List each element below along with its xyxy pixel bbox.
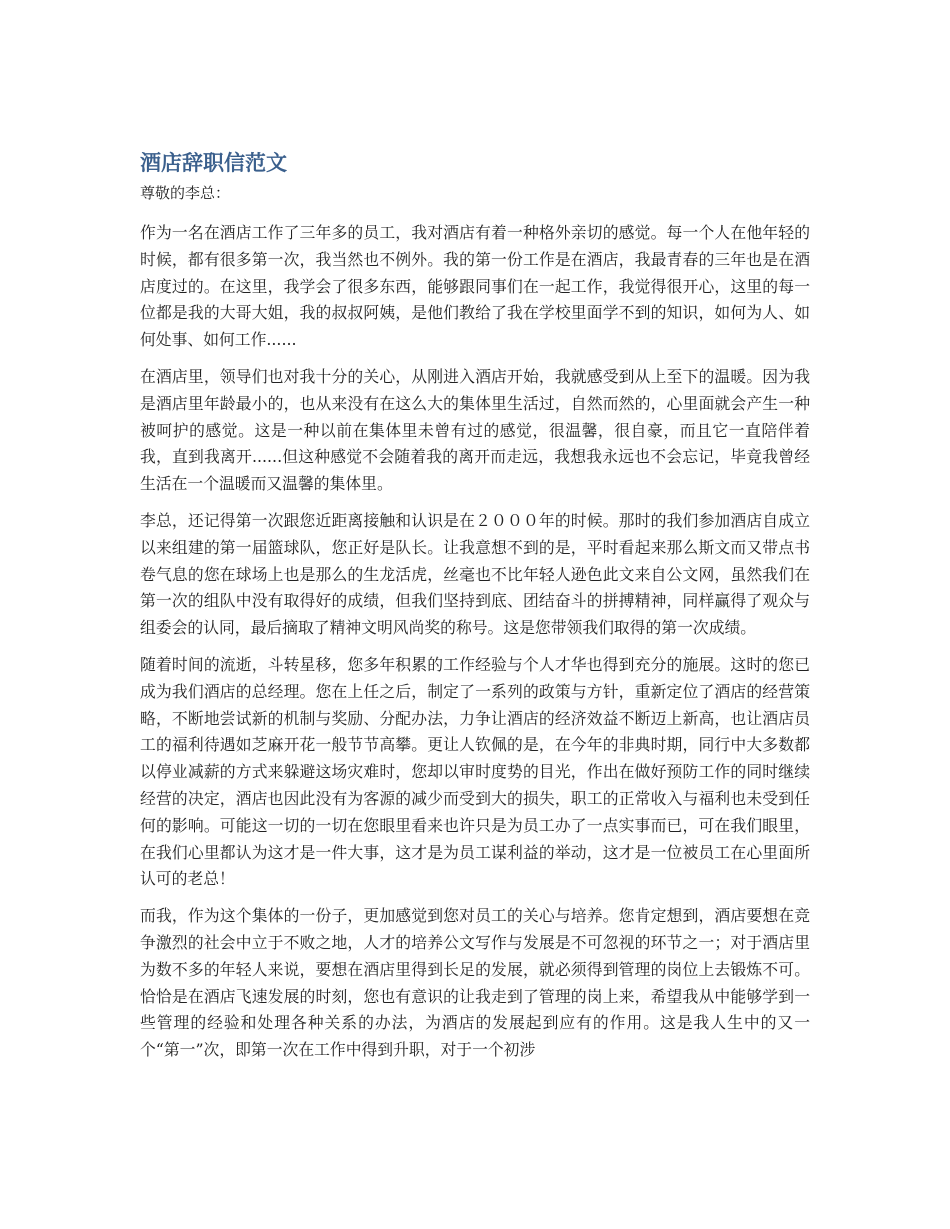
paragraph-1: 作为一名在酒店工作了三年多的员工，我对酒店有着一种格外亲切的感觉。每一个人在他年轻的时候，都有很多第一次，我当然也不例外。我的第一份工作是在酒店，我最青春的三年也是在酒店度过的。在这里，我学会了很多东西，能够跟同事们在一起工作，我觉得很开心，这里的每一位都是我的大哥大姐，我的叔叔阿姨，是他们教给了我在学校里面学不到的知识，如何为人、如何处事、如何工作...... [140,223,810,350]
paragraph-2: 在酒店里，领导们也对我十分的关心，从刚进入酒店开始，我就感受到从上至下的温暖。因为我是酒店里年龄最小的，也从来没有在这么大的集体里生活过，自然而然的，心里面就会产生一种被呵护的感觉。这是一种以前在集体里未曾有过的感觉，很温馨，很自豪，而且它一直陪伴着我，直到我离开......但这种感觉不会随着我的离开而走远，我想我永远也不会忘记，毕竟我曾经生活在一个温暖而又温馨的集体里。 [140,366,810,494]
paragraph-4: 随着时间的流逝，斗转星移，您多年积累的工作经验与个人才华也得到充分的施展。这时的您已成为我们酒店的总经理。您在上任之后，制定了一系列的政策与方针，重新定位了酒店的经营策略，不断地尝试新的机制与奖励、分配办法，力争让酒店的经济效益不断迈上新高，也让酒店员工的福利待遇如芝麻开花一般节节高攀。更让人钦佩的是，在今年的非典时期，同行中大多数都以停业减薪的方式来躲避这场灾难时，您却以审时度势的目光，作出在做好预防工作的同时继续经营的决定，酒店也因此没有为客源的减少而受到大的损失，职工的正常收入与福利也未受到任何的影响。可能这一切的一切在您眼里看来也许只是为员工办了一点实事而已，可在我们眼里，在我们心里都认为这才是一件大事，这才是为员工谋利益的举动，这才是一位被员工在心里面所认可的老总！ [140,654,810,889]
document-title: 酒店辞职信范文 [140,151,287,175]
salutation: 尊敬的李总： [140,184,231,202]
paragraph-3: 李总，还记得第一次跟您近距离接触和认识是在２０００年的时候。那时的我们参加酒店自成立以来组建的第一届篮球队，您正好是队长。让我意想不到的是，平时看起来那么斯文而又带点书卷气息的您在球场上也是那么的生龙活虎，丝毫也不比年轻人逊色此文来自公文网，虽然我们在第一次的组队中没有取得好的成绩，但我们坚持到底、团结奋斗的拼搏精神，同样赢得了观众与组委会的认同，最后摘取了精神文明风尚奖的称号。这是您带领我们取得的第一次成绩。 [140,510,810,638]
document-page [140,148,810,1074]
paragraph-5: 而我，作为这个集体的一份子，更加感觉到您对员工的关心与培养。您肯定想到，酒店要想在竞争激烈的社会中立于不败之地，人才的培养公文写作与发展是不可忽视的环节之一；对于酒店里为数不多的年轻人来说，要想在酒店里得到长足的发展，就必须得到管理的岗位上去锻炼不可。恰恰是在酒店飞速发展的时刻，您也有意识的让我走到了管理的岗上来，希望我从中能够学到一些管理的经验和处理各种关系的办法，为酒店的发展起到应有的作用。这是我人生中的又一个“第一”次，即第一次在工作中得到升职，对于一个初涉 [140,906,810,1060]
